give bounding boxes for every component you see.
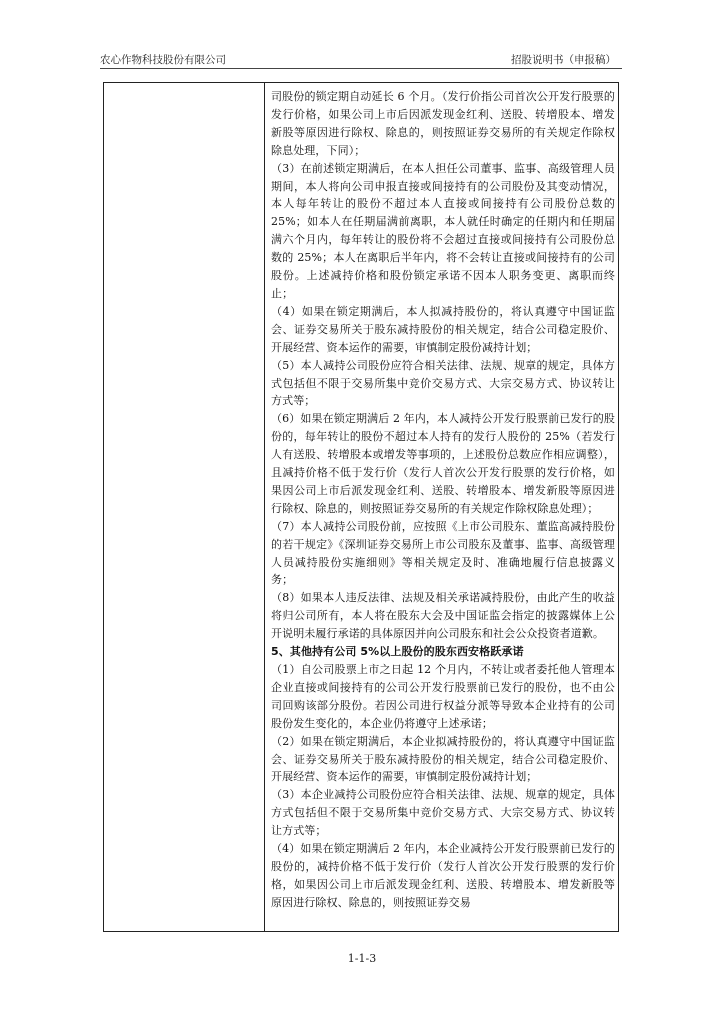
commitment-table xyxy=(103,82,619,932)
section-heading: 5、其他持有公司 5%以上股份的股东西安格跃承诺 xyxy=(271,645,524,659)
company-name: 农心作物科技股份有限公司 xyxy=(100,54,226,66)
table-column-divider xyxy=(264,83,265,931)
page-number: 1-1-3 xyxy=(347,952,377,965)
table-content-cell xyxy=(271,88,615,912)
header-rule xyxy=(100,68,622,69)
paragraph: 司股份的锁定期自动延长 6 个月。（发行价指公司首次公开发行股票的发行价格，如果公司上市后因派发现金红利、送股、转增股本、增发新股等原因进行除权、除息的，则按照证券交易所的有关规定作除权除息处理，下同）； xyxy=(271,90,615,157)
paragraph: （6）如果在锁定期满后 2 年内，本人减持公开发行股票前已发行的股份的，每年转让的股份不超过本人持有的发行人股份的 25%（若发行人有送股、转增股本或增发等事项的，上述股份总数应作相应调整），且减持价格不低于发行价（发行人首次公开发行股票的发行价格，如果因公司上市后派发现金红利、送股、转增股本、增发新股等原因进行除权、除息的，则按照证券交易所的有关规定作除权除息处理）； xyxy=(271,412,615,515)
paragraph: （1）自公司股票上市之日起 12 个月内，不转让或者委托他人管理本企业直接或间接持有的公司公开发行股票前已发行的股份，也不由公司回购该部分股份。若因公司进行权益分派等导致本企业持有的公司股份发生变化的，本企业仍将遵守上述承诺； xyxy=(271,663,615,730)
document-title: 招股说明书（申报稿） xyxy=(511,54,616,66)
paragraph: （4）如果在锁定期满后 2 年内，本企业减持公开发行股票前已发行的股份的，减持价格不低于发行价（发行人首次公开发行股票的发行价格，如果因公司上市后派发现金红利、送股、转增股本、增发新股等原因进行除权、除息的，则按照证券交易 xyxy=(271,842,615,909)
paragraph: （2）如果在锁定期满后，本企业拟减持股份的，将认真遵守中国证监会、证券交易所关于股东减持股份的相关规定，结合公司稳定股价、开展经营、资本运作的需要，审慎制定股份减持计划； xyxy=(271,734,615,784)
paragraph: （7）本人减持公司股份前，应按照《上市公司股东、董监高减持股份的若干规定》《深圳证券交易所上市公司股东及董事、监事、高级管理人员减持股份实施细则》等相关规定及时、准确地履行信息披露义务； xyxy=(271,519,615,587)
paragraph: （5）本人减持公司股份应符合相关法律、法规、规章的规定，具体方式包括但不限于交易所集中竞价交易方式、大宗交易方式、协议转让方式等； xyxy=(271,358,615,408)
paragraph: （8）如果本人违反法律、法规及相关承诺减持股份，由此产生的收益将归公司所有，本人将在股东大会及中国证监会指定的披露媒体上公开说明未履行承诺的具体原因并向公司股东和社会公众投资者道歉。 xyxy=(271,591,615,641)
page-header xyxy=(100,52,622,68)
paragraph: （3）本企业减持公司股份应符合相关法律、法规、规章的规定，具体方式包括但不限于交易所集中竞价交易方式、大宗交易方式、协议转让方式等； xyxy=(271,788,615,838)
paragraph: （3）在前述锁定期满后，在本人担任公司董事、监事、高级管理人员期间，本人将向公司申报直接或间接持有的公司股份及其变动情况，本人每年转让的股份不超过本人直接或间接持有公司股份总数的 25%；如本人在任期届满前离职，本人就任时确定的任期内和任期届满六个月内，每年转让的股份将不会超过直接或间接持有公司股份总数的 25%；本人在离职后半年内，将不会转让直接或间接持有的公司股份。上述减持价格和股份锁定承诺不因本人职务变更、离职而终止； xyxy=(271,161,615,300)
paragraph: （4）如果在锁定期满后，本人拟减持股份的，将认真遵守中国证监会、证券交易所关于股东减持股份的相关规定，结合公司稳定股价、开展经营、资本运作的需要，审慎制定股份减持计划； xyxy=(271,304,615,354)
